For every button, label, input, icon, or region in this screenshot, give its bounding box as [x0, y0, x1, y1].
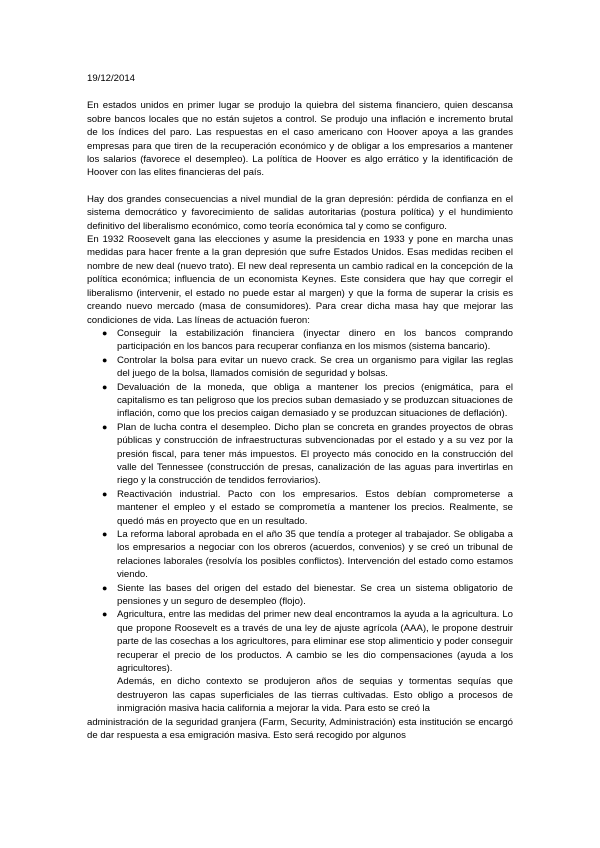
list-item: [102, 327, 513, 354]
list-item-text: Devaluación de la moneda, que obliga a mantener los precios (enigmática, para el capitalismo es tan peligroso que los precios suban demasiado y se produzcan situaciones de inflación, como que los precios caigan demasiado y se produzcan situaciones de deflación).: [117, 381, 513, 420]
list-item: [102, 488, 513, 528]
bullet-dot-icon: ●: [102, 529, 108, 539]
bullet-dot-icon: ●: [102, 609, 108, 620]
list-item: [102, 608, 513, 675]
list-item: [102, 421, 513, 488]
list-item-text: Reactivación industrial. Pacto con los empresarios. Estos debían comprometerse a mantener el empleo y el estado se comprometía a mantener los precios. Realmente, se quedó más en proyecto que en un resultado.: [117, 488, 513, 527]
paragraph-consecuencias: Hay dos grandes consecuencias a nivel mundial de la gran depresión: pérdida de confianza en el sistema democrático y favorecimiento de salidas autoritarias (postura política) y el hundimiento definitivo del liberalismo económico, como teoría económica tal y como se configuro.: [87, 193, 513, 232]
paragraph-farm-security: administración de la seguridad granjera (Farm, Security, Administración) esta institución se encargó de dar respuesta a esa emigración masiva. Esto será recogido por algunos: [87, 716, 513, 742]
paragraph-hoover: En estados unidos en primer lugar se produjo la quiebra del sistema financiero, quien descansa sobre bancos locales que no están sujetos a control. Se produjo una inflación e incremento brutal de los índices del paro. Las respuestas en el caso americano con Hoover apoya a las grandes empresas para que tiren de la recuperación económico y de obligar a los empresarios a mantener los salarios (favorece el desempleo). La política de Hoover es algo errático y la identificación de Hoover con las elites financieras del país.: [87, 100, 513, 179]
list-item: [102, 582, 513, 609]
document-date: 19/12/2014: [87, 73, 136, 84]
list-item: [102, 381, 513, 421]
bullet-dot-icon: ●: [102, 381, 108, 392]
list-item: [102, 354, 513, 381]
bullet-dot-icon: ●: [102, 582, 108, 593]
list-item-text: Conseguir la estabilización financiera (inyectar dinero en los bancos comprando participación en los bancos para recuperar confianza en los mismos (sistema bancario).: [117, 327, 513, 353]
list-item-text: Controlar la bolsa para evitar un nuevo crack. Se crea un organismo para vigilar las reglas del juego de la bolsa, llamados comisión de seguridad y bolsas.: [117, 354, 513, 380]
bullet-list-new-deal: [87, 327, 513, 676]
list-item-text: La reforma laboral aprobada en el año 35 que tendía a proteger al trabajador. Se obligaba a los empresarios a negociar con los obreros (acuerdos, convenios) y se creó un tribunal de relaciones laborales (resolvía los posibles conflictos). Intervención del estado como estamos viendo.: [117, 529, 513, 581]
paragraph-sequias: Además, en dicho contexto se produjeron años de sequias y tormentas sequías que destruyeron las capas superficiales de las tierras cultivadas. Esto obligo a procesos de inmigración masiva hacia california a mejorar la vida. Para esto se creó la: [117, 676, 513, 715]
list-item-text: Plan de lucha contra el desempleo. Dicho plan se concreta en grandes proyectos de obras públicas y construcción de infraestructuras subvencionadas por el estado y a su vez por la presión fiscal, para tener más impuestos. El proyecto más conocido en la construcción del valle del Tennessee (construcción de presas, canalización de las aguas para invertirlas en riego y la construcción de tendidos ferroviarios).: [117, 421, 513, 487]
list-item-text: Siente las bases del origen del estado del bienestar. Se crea un sistema obligatorio de pensiones y un seguro de desempleo (flojo).: [117, 582, 513, 608]
list-item-text: Agricultura, entre las medidas del primer new deal encontramos la ayuda a la agricultura. Lo que propone Roosevelt es a través de una ley de ajuste agrícola (AAA), le propone destruir parte de las cosechas a los agricultores, para eliminar ese stop alimenticio y poder conseguir recuperar el precio de los productos. A cambio se les dio compensaciones (ayuda a los agricultores).: [117, 609, 513, 675]
list-item: [102, 528, 513, 582]
bullet-dot-icon: ●: [102, 327, 108, 338]
bullet-dot-icon: ●: [102, 488, 108, 499]
bullet-dot-icon: ●: [102, 421, 108, 432]
bullet-dot-icon: ●: [102, 354, 108, 365]
paragraph-roosevelt: En 1932 Roosevelt gana las elecciones y asume la presidencia en 1933 y pone en marcha unas medidas para hacer frente a la gran depresión que sufre Estados Unidos. Esas medidas reciben el nombre de new deal (nuevo trato). El new deal representa un cambio radical en la concepción de la política económica; influencia de un economista Keynes. Este considera que hay que corregir el liberalismo (intervenir, el estado no puede estar al margen) y que la forma de superar la crisis es creando nuevo mercado (masa de consumidores). Para crear dicha masa hay que mejorar las condiciones de vida. Las líneas de actuación fueron:: [87, 234, 513, 326]
